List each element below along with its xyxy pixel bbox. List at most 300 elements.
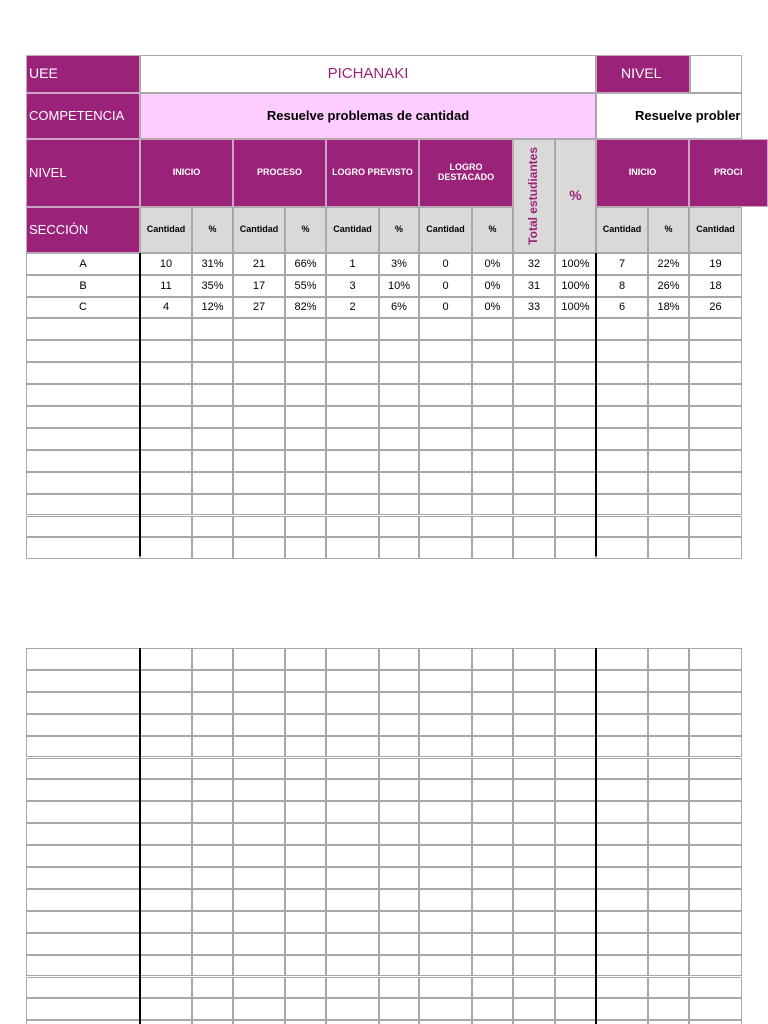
- empty-cell: [192, 823, 233, 845]
- data-cell: 0%: [472, 297, 513, 319]
- empty-cell: [689, 736, 742, 758]
- empty-cell: [419, 911, 472, 933]
- empty-cell: [419, 670, 472, 692]
- empty-cell: [379, 911, 419, 933]
- empty-cell: [689, 516, 742, 538]
- empty-cell: [596, 428, 648, 450]
- empty-cell: [689, 933, 742, 955]
- empty-cell: [472, 692, 513, 714]
- empty-cell: [555, 494, 596, 516]
- empty-cell: [285, 537, 326, 559]
- empty-cell: [555, 670, 596, 692]
- empty-cell: [26, 955, 140, 977]
- subheader-cantidad: Cantidad: [596, 207, 648, 253]
- empty-cell: [285, 714, 326, 736]
- empty-cell: [379, 406, 419, 428]
- uee-label: UEE: [26, 55, 140, 93]
- empty-cell: [472, 406, 513, 428]
- empty-cell: [192, 977, 233, 999]
- empty-cell: [26, 494, 140, 516]
- empty-cell: [140, 823, 192, 845]
- empty-cell: [689, 670, 742, 692]
- seccion-cell: B: [26, 275, 140, 297]
- empty-cell: [326, 998, 379, 1020]
- empty-cell: [26, 714, 140, 736]
- subheader-cantidad: Cantidad: [419, 207, 472, 253]
- empty-cell: [192, 998, 233, 1020]
- empty-cell: [472, 736, 513, 758]
- data-cell: 0: [419, 297, 472, 319]
- empty-cell: [555, 537, 596, 559]
- empty-cell: [285, 933, 326, 955]
- empty-cell: [285, 428, 326, 450]
- empty-cell: [26, 692, 140, 714]
- empty-cell: [26, 758, 140, 780]
- empty-cell: [472, 998, 513, 1020]
- empty-cell: [419, 516, 472, 538]
- empty-cell: [285, 736, 326, 758]
- uee-value: PICHANAKI: [140, 55, 596, 93]
- empty-cell: [192, 736, 233, 758]
- empty-cell: [26, 516, 140, 538]
- empty-cell: [596, 867, 648, 889]
- empty-cell: [285, 977, 326, 999]
- empty-cell: [689, 758, 742, 780]
- empty-cell: [326, 450, 379, 472]
- empty-cell: [513, 977, 555, 999]
- data-cell: 33: [513, 297, 555, 319]
- empty-cell: [192, 384, 233, 406]
- data-cell: 12%: [192, 297, 233, 319]
- empty-cell: [192, 340, 233, 362]
- empty-cell: [419, 428, 472, 450]
- empty-cell: [419, 845, 472, 867]
- empty-cell: [326, 472, 379, 494]
- subheader-percent: %: [285, 207, 326, 253]
- empty-cell: [555, 692, 596, 714]
- empty-cell: [689, 692, 742, 714]
- empty-cell: [326, 384, 379, 406]
- empty-cell: [233, 845, 285, 867]
- empty-cell: [192, 648, 233, 670]
- empty-cell: [233, 714, 285, 736]
- empty-cell: [233, 801, 285, 823]
- empty-cell: [140, 758, 192, 780]
- empty-cell: [285, 340, 326, 362]
- empty-cell: [648, 933, 689, 955]
- empty-cell: [648, 472, 689, 494]
- data-cell: 35%: [192, 275, 233, 297]
- empty-cell: [285, 450, 326, 472]
- empty-cell: [555, 318, 596, 340]
- empty-cell: [472, 648, 513, 670]
- data-cell: 6: [596, 297, 648, 319]
- data-cell: 2: [326, 297, 379, 319]
- empty-cell: [140, 1020, 192, 1024]
- empty-cell: [326, 714, 379, 736]
- empty-cell: [513, 318, 555, 340]
- empty-cell: [419, 889, 472, 911]
- empty-cell: [285, 670, 326, 692]
- empty-cell: [513, 450, 555, 472]
- empty-cell: [689, 889, 742, 911]
- empty-cell: [233, 736, 285, 758]
- empty-cell: [472, 670, 513, 692]
- empty-cell: [596, 823, 648, 845]
- empty-cell: [555, 977, 596, 999]
- empty-cell: [285, 472, 326, 494]
- nivel-label: NIVEL: [596, 55, 690, 93]
- subheader-percent: %: [648, 207, 689, 253]
- empty-cell: [326, 428, 379, 450]
- empty-cell: [419, 714, 472, 736]
- empty-cell: [326, 648, 379, 670]
- empty-cell: [192, 933, 233, 955]
- empty-cell: [419, 450, 472, 472]
- data-cell: 66%: [285, 253, 326, 275]
- empty-cell: [192, 406, 233, 428]
- empty-cell: [596, 472, 648, 494]
- empty-cell: [140, 714, 192, 736]
- empty-cell: [648, 845, 689, 867]
- data-cell: 7: [596, 253, 648, 275]
- empty-cell: [379, 1020, 419, 1024]
- empty-cell: [472, 977, 513, 999]
- empty-cell: [555, 472, 596, 494]
- empty-cell: [596, 998, 648, 1020]
- empty-cell: [596, 758, 648, 780]
- empty-cell: [285, 801, 326, 823]
- data-cell: 100%: [555, 297, 596, 319]
- empty-cell: [26, 998, 140, 1020]
- empty-cell: [233, 867, 285, 889]
- empty-cell: [472, 318, 513, 340]
- empty-cell: [689, 384, 742, 406]
- empty-cell: [648, 406, 689, 428]
- data-cell: 3: [326, 275, 379, 297]
- level-logro-previsto: LOGRO PREVISTO: [326, 139, 419, 207]
- empty-cell: [140, 318, 192, 340]
- data-cell: 0: [419, 253, 472, 275]
- empty-cell: [596, 889, 648, 911]
- empty-cell: [233, 955, 285, 977]
- empty-cell: [689, 428, 742, 450]
- subheader-percent: %: [379, 207, 419, 253]
- empty-cell: [513, 472, 555, 494]
- empty-cell: [513, 845, 555, 867]
- empty-cell: [472, 779, 513, 801]
- empty-cell: [192, 318, 233, 340]
- empty-cell: [140, 933, 192, 955]
- empty-cell: [379, 670, 419, 692]
- empty-cell: [379, 516, 419, 538]
- level-proceso-2: PROCI: [689, 139, 768, 207]
- empty-cell: [233, 823, 285, 845]
- data-cell: 19: [689, 253, 742, 275]
- empty-cell: [285, 384, 326, 406]
- empty-cell: [513, 714, 555, 736]
- empty-cell: [472, 955, 513, 977]
- empty-cell: [192, 801, 233, 823]
- empty-cell: [379, 955, 419, 977]
- data-cell: 18: [689, 275, 742, 297]
- empty-cell: [596, 933, 648, 955]
- data-cell: 3%: [379, 253, 419, 275]
- data-cell: 4: [140, 297, 192, 319]
- empty-cell: [326, 406, 379, 428]
- empty-cell: [379, 998, 419, 1020]
- empty-cell: [192, 692, 233, 714]
- empty-cell: [140, 494, 192, 516]
- empty-cell: [689, 867, 742, 889]
- empty-cell: [140, 362, 192, 384]
- empty-cell: [379, 362, 419, 384]
- empty-cell: [689, 955, 742, 977]
- empty-cell: [192, 494, 233, 516]
- empty-cell: [472, 537, 513, 559]
- subheader-cantidad: Cantidad: [326, 207, 379, 253]
- empty-cell: [192, 845, 233, 867]
- data-cell: 11: [140, 275, 192, 297]
- empty-cell: [379, 537, 419, 559]
- empty-cell: [472, 867, 513, 889]
- empty-cell: [379, 428, 419, 450]
- empty-cell: [233, 692, 285, 714]
- data-cell: 26%: [648, 275, 689, 297]
- empty-cell: [233, 911, 285, 933]
- empty-cell: [555, 736, 596, 758]
- empty-cell: [419, 758, 472, 780]
- empty-cell: [26, 406, 140, 428]
- percent-header: %: [555, 139, 596, 253]
- empty-cell: [648, 758, 689, 780]
- empty-cell: [419, 736, 472, 758]
- empty-cell: [513, 823, 555, 845]
- data-cell: 17: [233, 275, 285, 297]
- empty-cell: [689, 845, 742, 867]
- empty-cell: [379, 977, 419, 999]
- data-cell: 31%: [192, 253, 233, 275]
- empty-cell: [555, 428, 596, 450]
- empty-cell: [472, 362, 513, 384]
- empty-cell: [26, 384, 140, 406]
- empty-cell: [596, 955, 648, 977]
- empty-cell: [326, 911, 379, 933]
- empty-cell: [648, 384, 689, 406]
- empty-cell: [596, 801, 648, 823]
- empty-cell: [472, 516, 513, 538]
- empty-cell: [555, 648, 596, 670]
- empty-cell: [326, 670, 379, 692]
- empty-cell: [379, 758, 419, 780]
- empty-cell: [596, 779, 648, 801]
- empty-cell: [26, 779, 140, 801]
- empty-cell: [555, 955, 596, 977]
- empty-cell: [285, 406, 326, 428]
- empty-cell: [648, 318, 689, 340]
- empty-cell: [326, 494, 379, 516]
- empty-cell: [233, 933, 285, 955]
- competencia-value: Resuelve problemas de cantidad: [140, 93, 596, 139]
- empty-cell: [689, 406, 742, 428]
- empty-cell: [419, 384, 472, 406]
- empty-cell: [689, 318, 742, 340]
- empty-cell: [285, 845, 326, 867]
- empty-cell: [648, 889, 689, 911]
- empty-cell: [326, 340, 379, 362]
- empty-cell: [689, 1020, 742, 1024]
- empty-cell: [689, 494, 742, 516]
- empty-cell: [419, 998, 472, 1020]
- empty-cell: [419, 692, 472, 714]
- empty-cell: [233, 779, 285, 801]
- empty-cell: [419, 318, 472, 340]
- empty-cell: [689, 537, 742, 559]
- empty-cell: [513, 670, 555, 692]
- empty-cell: [472, 823, 513, 845]
- empty-cell: [192, 779, 233, 801]
- empty-cell: [379, 692, 419, 714]
- empty-cell: [555, 801, 596, 823]
- empty-cell: [233, 516, 285, 538]
- empty-cell: [555, 845, 596, 867]
- empty-cell: [419, 801, 472, 823]
- empty-cell: [648, 779, 689, 801]
- empty-cell: [285, 1020, 326, 1024]
- empty-cell: [379, 933, 419, 955]
- empty-cell: [689, 450, 742, 472]
- empty-cell: [26, 472, 140, 494]
- empty-cell: [26, 670, 140, 692]
- empty-cell: [140, 472, 192, 494]
- empty-cell: [233, 1020, 285, 1024]
- empty-cell: [472, 494, 513, 516]
- empty-cell: [596, 714, 648, 736]
- empty-cell: [140, 867, 192, 889]
- empty-cell: [419, 823, 472, 845]
- empty-cell: [555, 362, 596, 384]
- data-cell: 22%: [648, 253, 689, 275]
- empty-cell: [596, 318, 648, 340]
- empty-cell: [326, 692, 379, 714]
- empty-cell: [192, 516, 233, 538]
- empty-cell: [192, 537, 233, 559]
- empty-cell: [513, 494, 555, 516]
- empty-cell: [419, 340, 472, 362]
- empty-cell: [285, 911, 326, 933]
- empty-cell: [596, 362, 648, 384]
- data-cell: 26: [689, 297, 742, 319]
- empty-cell: [472, 845, 513, 867]
- empty-cell: [419, 977, 472, 999]
- empty-cell: [326, 758, 379, 780]
- empty-cell: [140, 516, 192, 538]
- data-cell: 31: [513, 275, 555, 297]
- empty-cell: [648, 823, 689, 845]
- empty-cell: [26, 933, 140, 955]
- empty-cell: [555, 714, 596, 736]
- total-estudiantes-text: Total estudiantes: [526, 147, 541, 245]
- empty-cell: [285, 889, 326, 911]
- empty-cell: [285, 779, 326, 801]
- data-cell: 32: [513, 253, 555, 275]
- empty-cell: [26, 736, 140, 758]
- empty-cell: [596, 670, 648, 692]
- empty-cell: [689, 911, 742, 933]
- level-inicio-2: INICIO: [596, 139, 689, 207]
- empty-cell: [326, 823, 379, 845]
- data-cell: 0%: [472, 253, 513, 275]
- empty-cell: [596, 494, 648, 516]
- empty-cell: [555, 911, 596, 933]
- empty-cell: [555, 516, 596, 538]
- competencia-value-2: Resuelve probler: [596, 93, 742, 139]
- empty-cell: [140, 955, 192, 977]
- empty-cell: [326, 779, 379, 801]
- empty-cell: [326, 362, 379, 384]
- empty-cell: [555, 933, 596, 955]
- empty-cell: [285, 648, 326, 670]
- empty-cell: [285, 516, 326, 538]
- empty-cell: [379, 779, 419, 801]
- empty-cell: [648, 911, 689, 933]
- empty-cell: [555, 867, 596, 889]
- empty-cell: [192, 428, 233, 450]
- empty-cell: [285, 955, 326, 977]
- empty-cell: [513, 758, 555, 780]
- empty-cell: [326, 318, 379, 340]
- empty-cell: [285, 823, 326, 845]
- empty-cell: [513, 955, 555, 977]
- empty-cell: [419, 362, 472, 384]
- empty-cell: [192, 1020, 233, 1024]
- subheader-cantidad: Cantidad: [140, 207, 192, 253]
- empty-cell: [689, 801, 742, 823]
- empty-cell: [596, 736, 648, 758]
- seccion-cell: C: [26, 297, 140, 319]
- empty-cell: [26, 889, 140, 911]
- empty-cell: [140, 384, 192, 406]
- empty-cell: [513, 779, 555, 801]
- empty-cell: [140, 428, 192, 450]
- empty-cell: [192, 362, 233, 384]
- data-cell: 55%: [285, 275, 326, 297]
- empty-cell: [419, 494, 472, 516]
- empty-cell: [648, 801, 689, 823]
- empty-cell: [26, 1020, 140, 1024]
- empty-cell: [689, 648, 742, 670]
- empty-cell: [419, 955, 472, 977]
- empty-cell: [648, 537, 689, 559]
- nivel-row-label: NIVEL: [26, 139, 140, 207]
- empty-cell: [648, 998, 689, 1020]
- empty-cell: [472, 472, 513, 494]
- empty-cell: [233, 494, 285, 516]
- empty-cell: [285, 867, 326, 889]
- empty-cell: [26, 911, 140, 933]
- empty-cell: [513, 406, 555, 428]
- empty-cell: [285, 998, 326, 1020]
- empty-cell: [419, 1020, 472, 1024]
- empty-cell: [379, 318, 419, 340]
- empty-cell: [596, 845, 648, 867]
- empty-cell: [472, 801, 513, 823]
- empty-cell: [233, 384, 285, 406]
- empty-cell: [192, 472, 233, 494]
- empty-cell: [326, 516, 379, 538]
- empty-cell: [472, 428, 513, 450]
- empty-cell: [326, 1020, 379, 1024]
